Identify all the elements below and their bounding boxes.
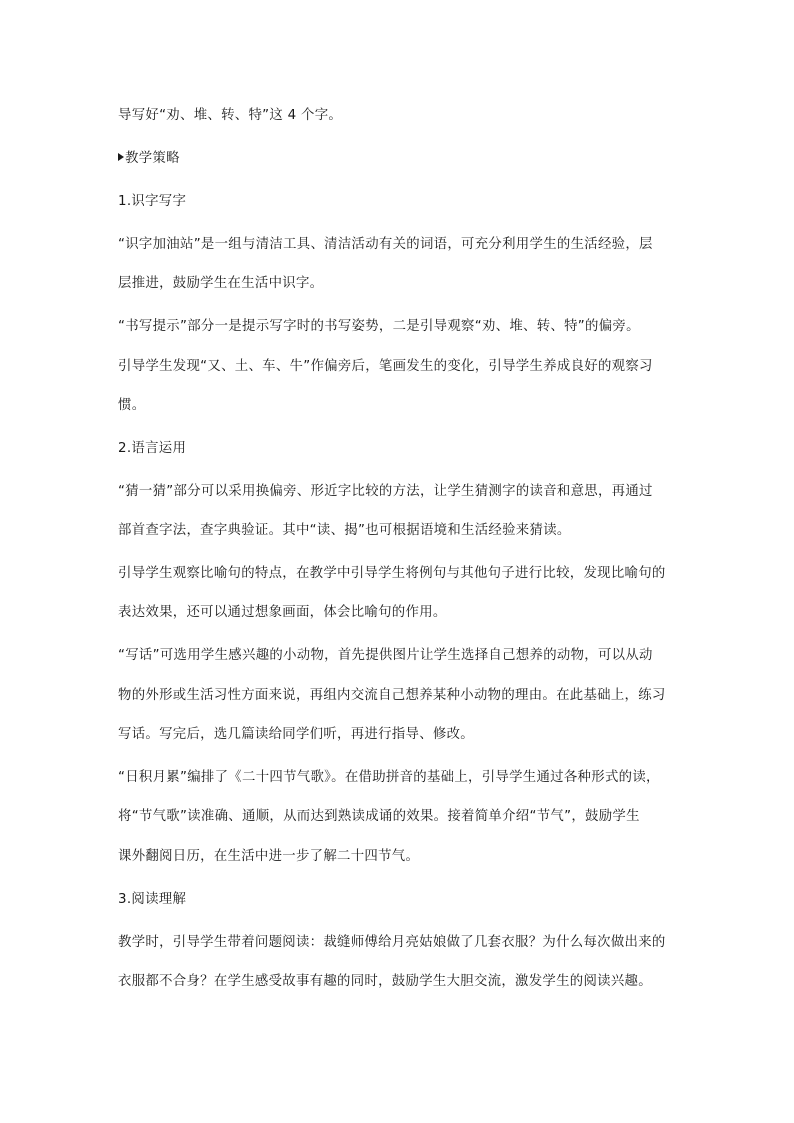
subsection-heading: 2.语言运用 bbox=[118, 441, 187, 456]
paragraph-line: 层推进，鼓励学生在生活中识字。 bbox=[118, 276, 324, 291]
paragraph-line: 课外翻阅日历，在生活中进一步了解二十四节气。 bbox=[118, 849, 420, 864]
paragraph-line: “书写提示”部分一是提示写字时的书写姿势，二是引导观察“劝、堆、转、特”的偏旁。 bbox=[118, 319, 640, 334]
paragraph-line: 将“节气歌”读准确、通顺，从而达到熟读成诵的效果。接着简单介绍“节气”，鼓励学生 bbox=[118, 809, 640, 824]
paragraph-line: 教学时，引导学生带着问题阅读：裁缝师傅给月亮姑娘做了几套衣服？为什么每次做出来的 bbox=[118, 935, 666, 950]
paragraph-line: 表达效果，还可以通过想象画面，体会比喻句的作用。 bbox=[118, 605, 447, 620]
paragraph-line: “识字加油站”是一组与清洁工具、清洁活动有关的词语，可充分利用学生的生活经验，层 bbox=[118, 237, 653, 252]
triangle-bullet-icon bbox=[118, 153, 124, 161]
paragraph-line: 部首查字法，查字典验证。其中“读、揭”也可根据语境和生活经验来猜读。 bbox=[118, 523, 571, 538]
paragraph-line: “日积月累”编排了《二十四节气歌》。在借助拼音的基础上，引导学生通过各种形式的读， bbox=[118, 770, 660, 785]
paragraph-line: 写话。写完后，选几篇读给同学们听，再进行指导、修改。 bbox=[118, 727, 474, 742]
paragraph-line: “猜一猜”部分可以采用换偏旁、形近字比较的方法，让学生猜测字的读音和意思，再通过 bbox=[118, 484, 653, 499]
paragraph-line: “写话”可选用学生感兴趣的小动物，首先提供图片让学生选择自己想养的动物，可以从动 bbox=[118, 648, 653, 663]
paragraph-line: 引导学生观察比喻句的特点，在教学中引导学生将例句与其他句子进行比较，发现比喻句的 bbox=[118, 566, 666, 581]
paragraph-line: 惯。 bbox=[118, 398, 146, 413]
subsection-heading: 1.识字写字 bbox=[118, 194, 187, 209]
section-heading bbox=[118, 150, 180, 168]
subsection-heading: 3.阅读理解 bbox=[118, 892, 187, 907]
paragraph-line: 引导学生发现“又、土、车、牛”作偏旁后，笔画发生的变化，引导学生养成良好的观察习 bbox=[118, 359, 653, 374]
paragraph-line: 导写好“劝、堆、转、特”这 4 个字。 bbox=[118, 108, 343, 123]
paragraph-line: 物的外形或生活习性方面来说，再组内交流自己想养某种小动物的理由。在此基础上，练习 bbox=[118, 688, 666, 703]
paragraph-line: 衣服都不合身？在学生感受故事有趣的同时，鼓励学生大胆交流，激发学生的阅读兴趣。 bbox=[118, 974, 652, 989]
section-heading-label: 教学策略 bbox=[125, 151, 180, 166]
